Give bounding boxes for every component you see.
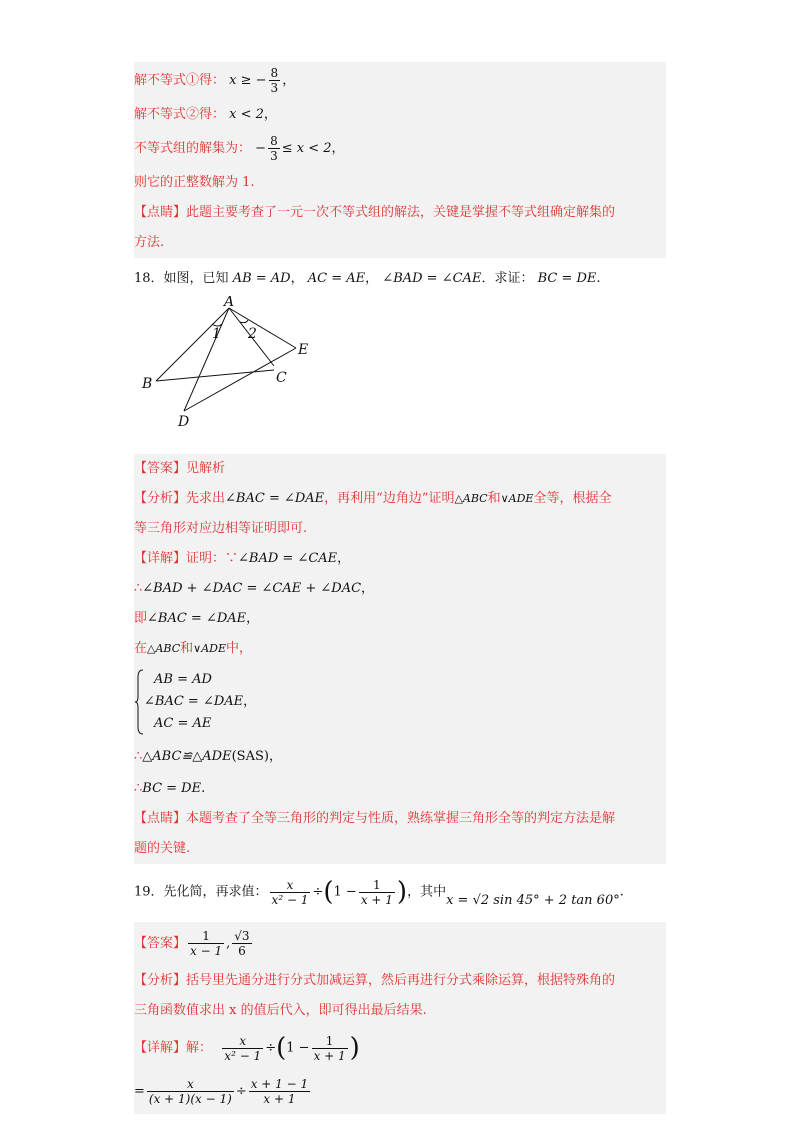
analysis-18-line-2: 等三角形对应边相等证明即可.	[134, 521, 308, 536]
question-19-stem: 19．先化简，再求值： $\frac{x}{\text{x² − 1}}$ ÷(1 − $\frac{1}{x + 1}$ )，其中x = √2 sin 45° + 2 tan 60°.	[134, 877, 624, 908]
answer-tag: 【答案】	[134, 461, 187, 476]
numerator: 1	[312, 1034, 348, 1049]
document-page	[134, 62, 666, 1114]
detail-18-line-2	[134, 574, 666, 604]
question-text: 18．如图，已知	[134, 271, 229, 286]
text: 和	[180, 641, 194, 656]
punct: ，	[243, 694, 257, 709]
denominator: 3	[270, 81, 279, 95]
punct: ，	[246, 611, 260, 626]
math: ÷	[312, 884, 324, 900]
text: 中，	[226, 641, 253, 656]
note-tag: 【点睛】	[134, 811, 187, 826]
fraction	[232, 929, 251, 958]
system-row-3: AC = AE	[154, 716, 212, 731]
question-text: 19．先化简，再求值：	[134, 884, 268, 900]
math: AB = AD	[232, 271, 291, 286]
math: ∠BAC = ∠DAE	[225, 491, 325, 506]
math: ÷	[235, 1084, 247, 1099]
text: 在	[134, 641, 148, 656]
fraction	[188, 929, 224, 958]
segment-AE	[229, 308, 296, 348]
denominator: x + 1	[263, 1092, 296, 1106]
label-C: C	[276, 370, 287, 386]
note-text: 本题考查了全等三角形的判定与性质，熟练掌握三角形全等的判定方法是解	[186, 811, 616, 826]
solution-block-19	[134, 922, 666, 1114]
text-label: 解不等式①得：	[134, 73, 226, 88]
note-text: 此题主要考查了一元一次不等式组的解法，关键是掌握不等式组确定解集的	[186, 205, 616, 220]
math: ÷	[265, 1040, 277, 1056]
note-18-line-2: 题的关键.	[134, 841, 191, 856]
answer-18	[134, 454, 666, 484]
math: =	[134, 1084, 145, 1099]
detail-19-line-1: 【详解】解： $\frac{x}{\text{x² − 1}}$ ÷(1 − $\frac{1}{x + 1}$ )	[134, 1033, 360, 1063]
text: 先求出	[186, 491, 226, 506]
fraction	[249, 1077, 310, 1106]
math: (SAS)	[231, 749, 269, 764]
triangle-figure	[134, 296, 666, 446]
text: 解：	[186, 1040, 213, 1056]
analysis-19-line-1	[134, 966, 666, 996]
detail-18-line-4	[134, 634, 666, 664]
text: ∴	[134, 781, 143, 796]
punct: ，	[268, 749, 282, 764]
system-rows	[144, 669, 243, 735]
math: BC = DE	[537, 271, 597, 286]
punct: ，	[282, 73, 296, 88]
text: 即	[134, 611, 148, 626]
segment-AD	[184, 308, 229, 411]
system-row-2: ∠BAC = ∠DAE	[144, 694, 244, 709]
fraction	[270, 878, 311, 907]
fraction	[268, 134, 280, 163]
punct: ．求证：	[481, 271, 534, 286]
text: ∴	[134, 749, 143, 764]
numerator: 8	[270, 134, 278, 148]
numerator: √3	[234, 929, 250, 943]
fraction	[269, 66, 281, 95]
text: 全等，根据全	[533, 491, 612, 506]
brace-icon	[134, 669, 144, 735]
fraction	[147, 1077, 234, 1106]
math: ∨ADE	[193, 642, 226, 655]
math: x < 2	[229, 107, 264, 122]
text: 括号里先通分进行分式加减运算，然后再进行分式乘除运算，根据特殊角的	[186, 973, 616, 988]
punct: ,	[226, 936, 231, 951]
punct: ，	[365, 271, 379, 286]
math: ∠BAD = ∠CAE	[382, 271, 482, 286]
math: ∠BAD = ∠CAE	[238, 551, 338, 566]
numerator: 1	[188, 929, 224, 944]
detail-18-line-5	[134, 740, 666, 774]
analysis-tag: 【分析】	[134, 491, 187, 506]
math: ∨ADE	[500, 492, 534, 505]
label-D: D	[178, 414, 190, 430]
detail-tag: 【详解】	[134, 1040, 187, 1056]
analysis-tag: 【分析】	[134, 973, 187, 988]
punct: .	[619, 884, 624, 900]
label-A: A	[224, 296, 235, 310]
analysis-18-line-1	[134, 484, 666, 514]
punct: ，	[331, 141, 345, 156]
detail-18-line-1	[134, 544, 666, 574]
numerator: x	[222, 1034, 263, 1049]
answer-19	[134, 922, 666, 966]
answer-text: 见解析	[186, 461, 226, 476]
label-B: B	[142, 376, 153, 392]
text: 和	[487, 491, 501, 506]
label-E: E	[298, 342, 309, 358]
math: ≤ x < 2	[281, 141, 332, 156]
fraction	[359, 878, 395, 907]
segment-BC	[156, 370, 274, 381]
note-line-1	[134, 198, 666, 228]
angle-mark-2	[240, 320, 248, 323]
line-inequality-2	[134, 100, 666, 130]
note-18-line-1	[134, 804, 666, 834]
denominator: x² − 1	[271, 892, 309, 907]
math: △ABC	[454, 492, 488, 505]
numerator: 1	[359, 878, 395, 893]
solution-block-17	[134, 62, 666, 258]
question-18-stem	[134, 262, 666, 296]
punct: .	[596, 271, 601, 286]
text: 证明：∵	[186, 551, 239, 566]
line-inequality-1	[134, 62, 666, 100]
text: ，再利用“边角边”证明	[324, 491, 455, 506]
text: ，其中	[407, 884, 447, 900]
answer-tag: 【答案】	[134, 936, 187, 951]
numerator: x + 1 − 1	[250, 1077, 309, 1091]
denominator: (x + 1)(x − 1)	[148, 1092, 232, 1106]
equation-system	[134, 664, 666, 740]
denominator: x − 1	[190, 944, 223, 958]
numerator: x	[270, 878, 311, 893]
denominator: 3	[270, 149, 278, 163]
line-solution-set	[134, 130, 666, 168]
text-label: 不等式组的解集为：	[134, 141, 252, 156]
math: AC = AE	[307, 271, 366, 286]
numerator: 8	[270, 66, 279, 80]
line-integer-solution: 则它的正整数解为 1.	[134, 175, 255, 190]
fraction	[222, 1034, 263, 1063]
math: ∠BAC = ∠DAE	[147, 611, 247, 626]
punct: ，	[263, 107, 277, 122]
punct: ，	[361, 581, 375, 596]
math: △ABC	[147, 642, 181, 655]
math: −	[255, 141, 267, 156]
text-label: 解不等式②得：	[134, 107, 226, 122]
math: ∠BAD + ∠DAC = ∠CAE + ∠DAC	[142, 581, 362, 596]
detail-tag: 【详解】	[134, 551, 187, 566]
detail-18-line-3	[134, 604, 666, 634]
note-tag: 【点睛】	[134, 205, 187, 220]
math: 1 −	[333, 884, 357, 900]
math: BC = DE	[142, 781, 202, 796]
triangle-diagram	[134, 296, 334, 436]
note-line-2: 方法.	[134, 235, 165, 250]
system-row-1: AB = AD	[154, 672, 212, 687]
detail-18-line-6	[134, 774, 666, 804]
segment-AB	[156, 308, 229, 381]
label-angle-2: 2	[248, 326, 257, 342]
math: △ABC≌△ADE	[142, 749, 232, 764]
fraction	[312, 1034, 348, 1063]
denominator: x² − 1	[224, 1048, 262, 1063]
denominator: x + 1	[313, 1048, 346, 1063]
condition-math: x = √2 sin 45° + 2 tan 60°	[446, 892, 620, 908]
label-angle-1: 1	[212, 326, 221, 342]
math: 1 −	[286, 1040, 310, 1056]
punct: ，	[290, 271, 304, 286]
punct: .	[201, 781, 206, 796]
text: ∴	[134, 581, 143, 596]
solution-block-18	[134, 454, 666, 864]
denominator: 6	[238, 944, 246, 958]
detail-19-line-2	[134, 1070, 666, 1114]
analysis-19-line-2: 三角函数值求出 x 的值后代入，即可得出最后结果.	[134, 1003, 427, 1018]
denominator: x + 1	[360, 892, 393, 907]
math: x ≥ −	[229, 73, 267, 88]
punct: ，	[337, 551, 351, 566]
numerator: x	[147, 1077, 234, 1092]
